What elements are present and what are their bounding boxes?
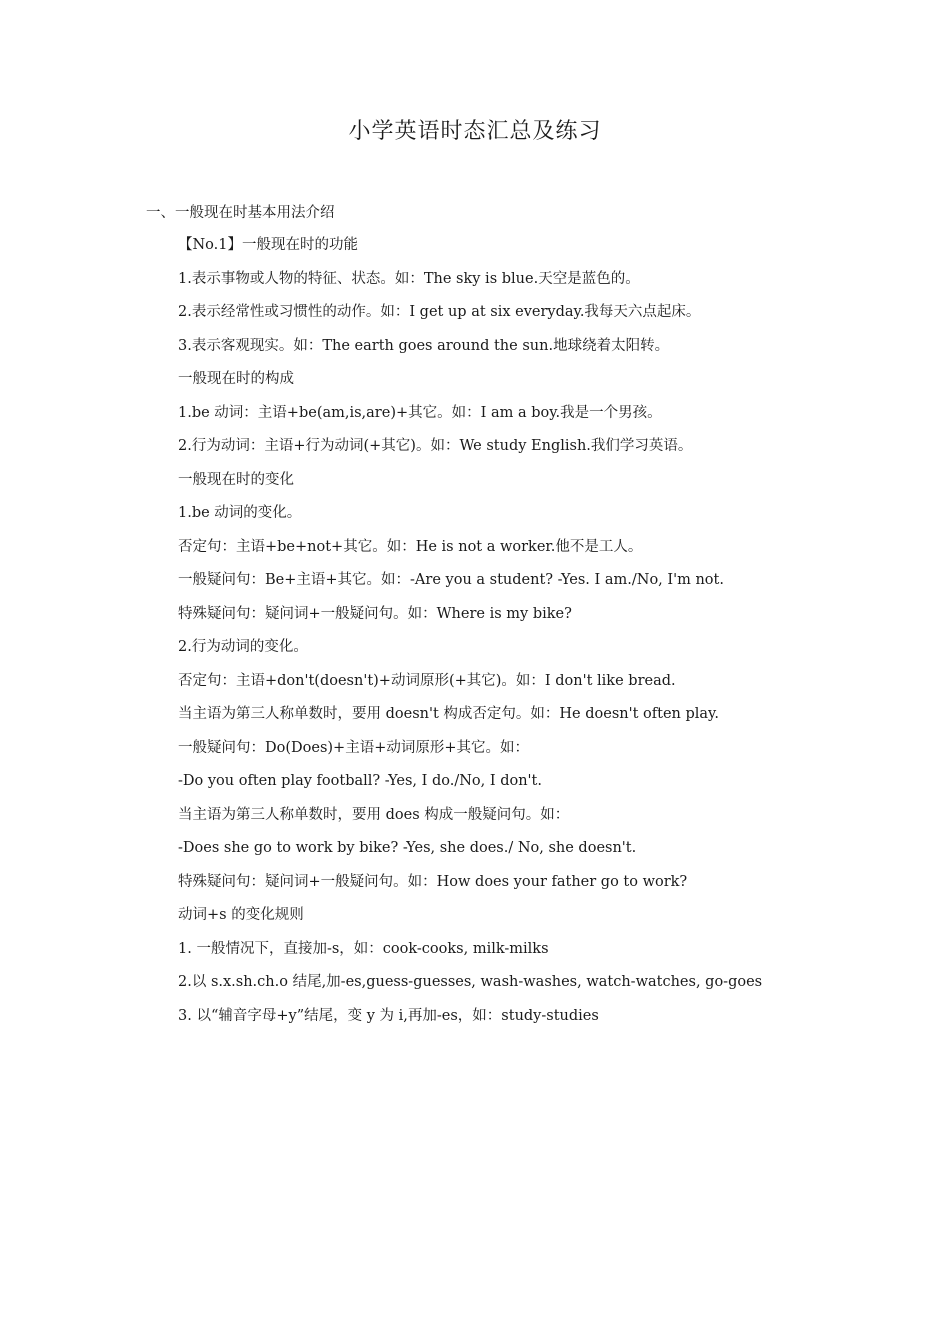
text-line: 2.行为动词：主语+行为动词(+其它)。如：We study English.我们学习英语。 [178,438,693,454]
subheading-verb-s-rules: 动词+s 的变化规则 [178,907,304,923]
text-line: 特殊疑问句：疑问词+一般疑问句。如：How does your father go to work? [178,873,688,890]
text-line: 1.be 动词：主语+be(am,is,are)+其它。如：I am a boy.我是一个男孩。 [178,404,662,421]
subheading-changes: 一般现在时的变化 [178,471,294,488]
text-line: -Does she go to work by bike? -Yes, she does./ No, she doesn't. [178,840,637,856]
text-line: 特殊疑问句：疑问词+一般疑问句。如：Where is my bike? [178,605,572,622]
text-line: 1.be 动词的变化。 [178,505,302,521]
content-lines [178,235,878,1039]
text-line: 2.以 s.x.sh.ch.o 结尾,加-es,guess-guesses, wash-washes, watch-watches, go-goes [178,974,763,990]
text-line: 当主语为第三人称单数时，要用 does 构成一般疑问句。如： [178,806,570,823]
page-title: 小学英语时态汇总及练习 [348,119,602,144]
text-line: 否定句：主语+don't(doesn't)+动词原形(+其它)。如：I don't like bread. [178,672,676,689]
text-line: 一般疑问句：Do(Does)+主语+动词原形+其它。如： [178,739,529,756]
subheading-structure: 一般现在时的构成 [178,371,294,387]
text-line: -Do you often play football? -Yes, I do./No, I don't. [178,773,542,789]
section-heading: 一、一般现在时基本用法介绍 [146,205,335,221]
text-line: 2.行为动词的变化。 [178,639,308,655]
text-line: 3. 以“辅音字母+y”结尾，变 y 为 i,再加-es，如：study-studies [178,1007,599,1024]
text-line: 当主语为第三人称单数时，要用 doesn't 构成否定句。如：He doesn't often play. [178,706,719,722]
subheading-no1: 【No.1】一般现在时的功能 [178,237,358,253]
text-line: 1. 一般情况下，直接加-s，如：cook-cooks, milk-milks [178,940,549,957]
text-line: 否定句：主语+be+not+其它。如：He is not a worker.他不是工人。 [178,538,643,555]
text-line: 2.表示经常性或习惯性的动作。如：I get up at six everyday.我每天六点起床。 [178,304,701,320]
text-line: 3.表示客观现实。如：The earth goes around the sun.地球绕着太阳转。 [178,337,670,354]
text-line: 1.表示事物或人物的特征、状态。如：The sky is blue.天空是蓝色的。 [178,270,640,287]
text-line: 一般疑问句：Be+主语+其它。如：-Are you a student? -Yes. I am./No, I'm not. [178,572,724,588]
